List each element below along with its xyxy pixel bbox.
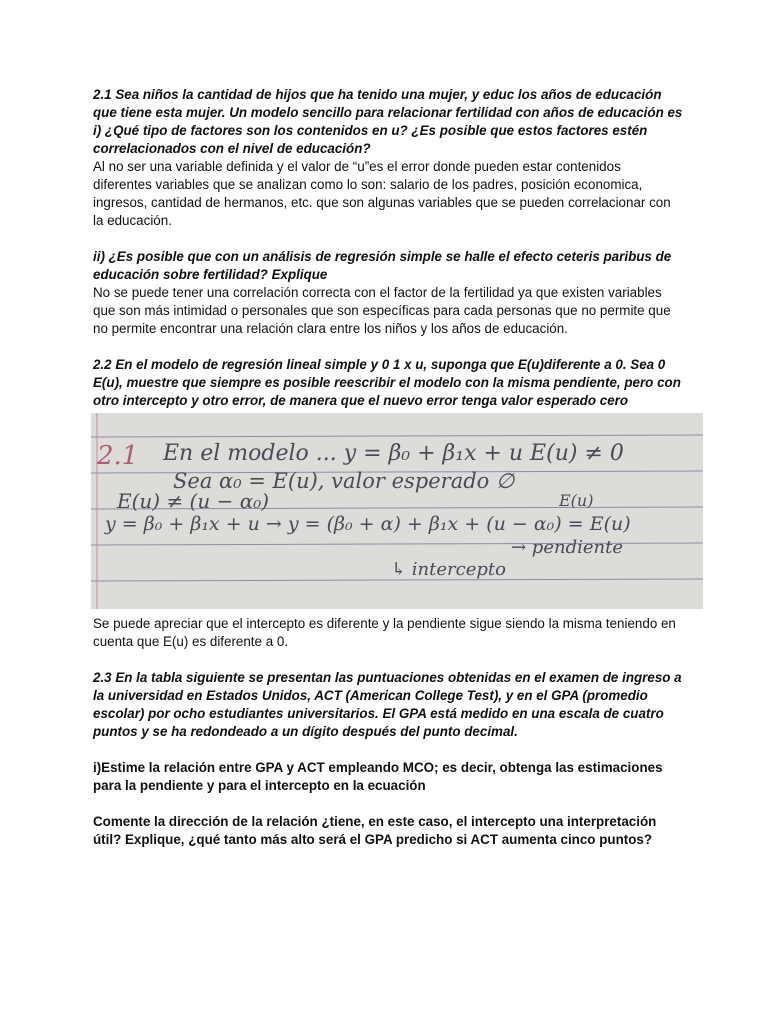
handwriting-line-1: En el modelo ... y = β₀ + β₁x + u E(u) ≠ 0 — [163, 441, 624, 466]
handwriting-line-5: → pendiente — [511, 537, 623, 558]
question-2-1-i: i) ¿Qué tipo de factores son los contenidos en u? ¿Es posible que estos factores estén correlacionados con el nivel de educación? — [93, 123, 648, 156]
handwriting-line-2: Sea α₀ = E(u), valor esperado ∅ — [173, 469, 515, 493]
document-page — [93, 86, 683, 849]
answer-2-1-i: Al no ser una variable definida y el valor de “u”es el error donde pueden estar contenidos diferentes variables que se analizan como lo son: salario de los padres, posición economica, ingresos, cantidad de hermanos, etc. que son algunas variables que se pueden correlacionar con la educación. — [93, 159, 671, 228]
handwriting-line-3: E(u) ≠ (u − α₀) — [117, 489, 270, 513]
question-2-3-comment: Comente la dirección de la relación ¿tiene, en este caso, el intercepto una interpretación útil? Explique, ¿qué tanto más alto será el GPA predicho si ACT aumenta cinco puntos? — [93, 814, 657, 847]
question-2-1-intro: 2.1 Sea niños la cantidad de hijos que ha tenido una mujer, y educ los años de educación que tiene esta mujer. Un modelo sencillo para relacionar fertilidad con años de educación es — [93, 87, 683, 120]
answer-2-2: Se puede apreciar que el intercepto es diferente y la pendiente sigue siendo la misma teniendo en cuenta que E(u) es diferente a 0. — [93, 616, 676, 649]
question-2-3-i: i)Estime la relación entre GPA y ACT empleando MCO; es decir, obtenga las estimaciones para la pendiente y para el intercepto en la ecuación — [93, 760, 663, 793]
answer-2-1-ii: No se puede tener una correlación correcta con el factor de la fertilidad ya que existen variables que son más intimidad o personales que son específicas para cada personas que no permite que no permite encontrar una relación clara entre los niños y los años de educación. — [93, 285, 671, 336]
handwriting-line-6: ↳ intercepto — [391, 559, 506, 580]
handwriting-label-2-1: 2.1 — [97, 441, 139, 471]
handwriting-line-3-right: E(u) — [559, 491, 594, 510]
question-2-3: 2.3 En la tabla siguiente se presentan las puntuaciones obtenidas en el examen de ingreso a la universidad en Estados Unidos, ACT (American College Test), y en el GPA (promedio escolar) por ocho estudiantes universitarios. El GPA está medido en una escala de cuatro puntos y se ha redondeado a un dígito después del punto decimal. — [93, 670, 682, 739]
handwritten-notes-photo — [91, 413, 703, 609]
question-2-1-ii: ii) ¿Es posible que con un análisis de regresión simple se halle el efecto ceteris paribus de educación sobre fertilidad? Explique — [93, 249, 672, 282]
question-2-2: 2.2 En el modelo de regresión lineal simple y 0 1 x u, suponga que E(u)diferente a 0. Sea 0 E(u), muestre que siempre es posible reescribir el modelo con la misma pendiente, pero con otro intercepto y otro error, de manera que el nuevo error tenga valor esperado cero — [93, 357, 681, 408]
handwriting-line-4: y = β₀ + β₁x + u → y = (β₀ + α) + β₁x + (u − α₀) = E(u) — [105, 513, 631, 535]
